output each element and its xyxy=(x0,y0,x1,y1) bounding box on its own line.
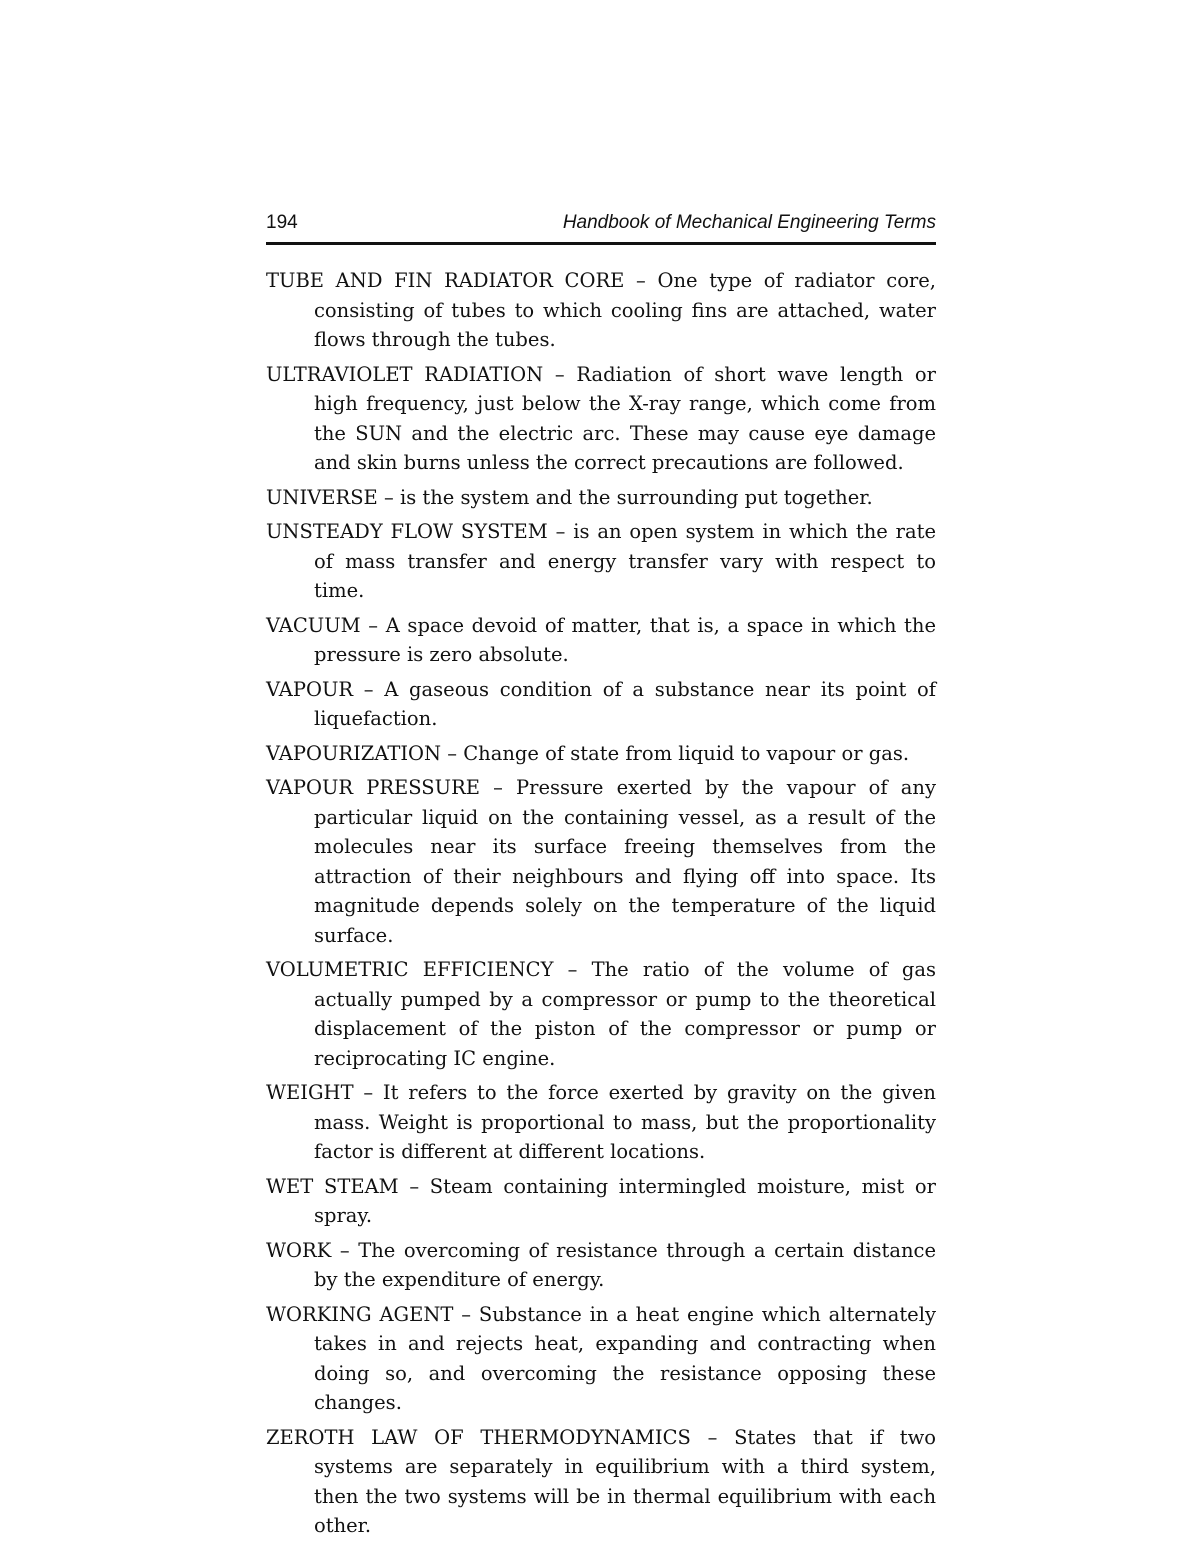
glossary-definition: It refers to the force exerted by gravity on the given mass. Weight is proportional to mass, but the proportionality factor is different at different locations. xyxy=(314,1081,936,1163)
glossary-term: WORKING AGENT xyxy=(266,1302,454,1326)
glossary-term: WORK xyxy=(266,1238,332,1262)
glossary-definition: Substance in a heat engine which alternately takes in and rejects heat, expanding and contracting when doing so, and overcoming the resistance opposing these changes. xyxy=(314,1302,936,1414)
glossary-entry: UNIVERSE – is the system and the surrounding put together. xyxy=(266,485,873,509)
glossary-entry: VAPOURIZATION – Change of state from liquid to vapour or gas. xyxy=(266,741,910,765)
glossary-entry: WORKING AGENT – Substance in a heat engine which alternately takes in and rejects heat, expanding and contracting when doing so, and overcoming the resistance opposing these changes. xyxy=(266,1302,936,1414)
glossary-entry: UNSTEADY FLOW SYSTEM – is an open system in which the rate of mass transfer and energy transfer vary with respect to time. xyxy=(266,520,936,602)
glossary-term: ZEROTH LAW OF THERMODYNAMICS xyxy=(266,1425,691,1449)
glossary-entry: WEIGHT – It refers to the force exerted by gravity on the given mass. Weight is proportional to mass, but the proportionality factor is different at different locations. xyxy=(266,1081,936,1163)
running-title: Handbook of Mechanical Engineering Terms xyxy=(562,212,936,233)
page-number: 194 xyxy=(266,212,298,233)
glossary-definition: Steam containing intermingled moisture, mist or spray. xyxy=(314,1174,936,1227)
glossary-entry: TUBE AND FIN RADIATOR CORE – One type of radiator core, consisting of tubes to which cooling fins are attached, water flows through the tubes. xyxy=(266,269,936,351)
glossary-definition: States that if two systems are separately in equilibrium with a third system, then the two systems will be in thermal equilibrium with each other. xyxy=(314,1425,936,1537)
glossary-term: ULTRAVIOLET RADIATION xyxy=(266,362,544,386)
glossary-entry: ZEROTH LAW OF THERMODYNAMICS – States that if two systems are separately in equilibrium with a third system, then the two systems will be in thermal equilibrium with each other. xyxy=(266,1425,936,1537)
glossary-definition: The overcoming of resistance through a certain distance by the expenditure of energy. xyxy=(314,1238,936,1291)
glossary-definition: A space devoid of matter, that is, a space in which the pressure is zero absolute. xyxy=(314,613,936,666)
glossary-entry: VAPOUR – A gaseous condition of a substance near its point of liquefaction. xyxy=(266,677,937,730)
glossary-entry: VAPOUR PRESSURE – Pressure exerted by the vapour of any particular liquid on the containing vessel, as a result of the molecules near its surface freeing themselves from the attraction of their neighbours and flying off into space. Its magnitude depends solely on the temperature of the liquid surface. xyxy=(266,776,936,947)
glossary-definition: Pressure exerted by the vapour of any particular liquid on the containing vessel, as a result of the molecules near its surface freeing themselves from the attraction of their neighbours and flying off into space. Its magnitude depends solely on the temperature of the liquid surface. xyxy=(314,776,936,947)
glossary-term: VAPOUR xyxy=(266,677,354,701)
glossary-entry: WORK – The overcoming of resistance through a certain distance by the expenditure of energy. xyxy=(266,1238,936,1291)
glossary-entry: VACUUM – A space devoid of matter, that is, a space in which the pressure is zero absolute. xyxy=(266,613,936,666)
glossary-term: WET STEAM xyxy=(266,1174,399,1198)
glossary-definition: The ratio of the volume of gas actually pumped by a compressor or pump to the theoretical displacement of the piston of the compressor or pump or reciprocating IC engine. xyxy=(314,958,937,1070)
glossary-term: VACUUM xyxy=(266,613,361,637)
glossary-term: UNSTEADY FLOW SYSTEM xyxy=(266,520,548,543)
glossary-definition: Change of state from liquid to vapour or gas. xyxy=(463,741,910,765)
glossary-definition: Radiation of short wave length or high frequency, just below the X-ray range, which come from the SUN and the electric arc. These may cause eye damage and skin burns unless the correct precautions are followed. xyxy=(314,362,936,474)
glossary-list xyxy=(266,266,936,1546)
glossary-term: VAPOUR PRESSURE xyxy=(266,776,480,799)
glossary-entry: VOLUMETRIC EFFICIENCY – The ratio of the volume of gas actually pumped by a compressor or pump to the theoretical displacement of the piston of the compressor or pump or reciprocating IC engine. xyxy=(266,958,937,1070)
glossary-term: VAPOURIZATION xyxy=(266,741,442,765)
glossary-definition: A gaseous condition of a substance near its point of liquefaction. xyxy=(314,677,937,730)
glossary-definition: One type of radiator core, consisting of tubes to which cooling fins are attached, water flows through the tubes. xyxy=(314,269,936,351)
glossary-term: VOLUMETRIC EFFICIENCY xyxy=(266,958,554,981)
glossary-term: WEIGHT xyxy=(266,1081,354,1104)
glossary-term: UNIVERSE xyxy=(266,485,378,509)
glossary-term: TUBE AND FIN RADIATOR CORE xyxy=(266,269,625,292)
glossary-entry: ULTRAVIOLET RADIATION – Radiation of short wave length or high frequency, just below the X-ray range, which come from the SUN and the electric arc. These may cause eye damage and skin burns unless the correct precautions are followed. xyxy=(266,362,936,474)
glossary-definition: is the system and the surrounding put together. xyxy=(399,485,873,509)
glossary-definition: is an open system in which the rate of mass transfer and energy transfer vary with respect to time. xyxy=(314,520,936,602)
glossary-entry: WET STEAM – Steam containing intermingled moisture, mist or spray. xyxy=(266,1174,936,1227)
page-header xyxy=(266,208,936,245)
